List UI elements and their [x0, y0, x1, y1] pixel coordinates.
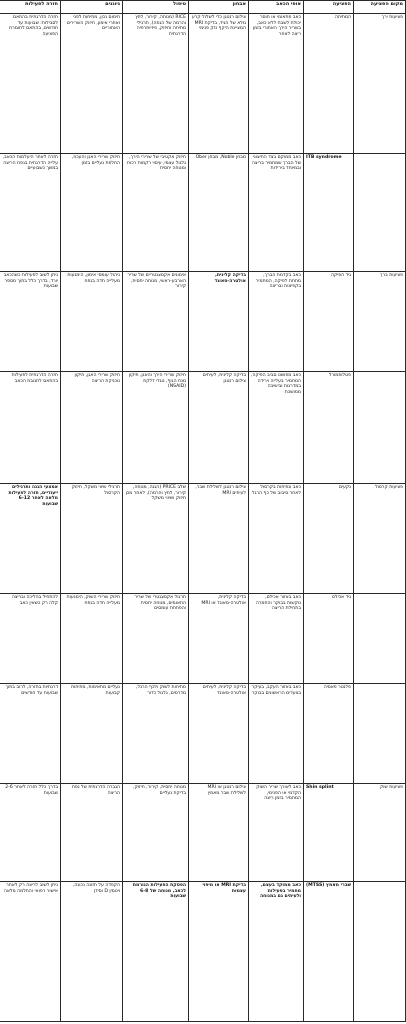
cell-pain: כאב ונפיחות בקרסול לאחר סיבוב של כף הרגל [249, 484, 304, 594]
cell-location [354, 882, 406, 1022]
cell-injury: שברי מאמץ (MTSS) [304, 882, 354, 1022]
table-row [0, 594, 406, 684]
table-row [0, 484, 406, 594]
cell-prevention: תרגילי שיווי משקל, חיזוק הקרסול [61, 484, 123, 594]
cell-diagnosis: צילום רנטגן לשלילת שבר, לעיתים MRI [189, 484, 249, 594]
cell-diagnosis: בדיקת MRI או מיפוי עצמות [189, 882, 249, 1022]
cell-injury: פטלופמורל [304, 372, 354, 484]
cell-location: פציעות ברך [354, 272, 406, 372]
cell-treatment: RICE (מנוחה, קירור, לחץ והרמה של הגפה), תרגילי מתיחה וחיזוק, פיזיותרפיה הדרגתית [123, 14, 189, 154]
cell-diagnosis: מבחן Noble, מבחן Ober [189, 154, 249, 272]
cell-pain: כאב ממוקד בעצם, מחמיר בפעילות ולעיתים גם במנוחה [249, 882, 304, 1022]
cell-location [354, 154, 406, 272]
col-header-location: מקום הפציעה [354, 1, 406, 14]
cell-pain: כאב ממוקם בצד החיצוני של הברך שמחמיר בריצה ובמיוחד בירידות [249, 154, 304, 272]
cell-prevention: חיזוק שרירי האגן, תיקון טכניקת הריצה [61, 372, 123, 484]
cell-return: ניתן לשוב לפעילות כשהכאב יורד, בדרך כלל בתוך מספר שבועות [0, 272, 61, 372]
cell-location [354, 372, 406, 484]
cell-prevention: חימום נכון, מתיחות לפני ואחרי אימון, חיזוק השרירים האחוריים [61, 14, 123, 154]
col-header-return: חזרה לפעילות [0, 1, 61, 14]
cell-return: דרגתיות בחזרה, לרוב בתוך שבועות עד חודשים [0, 684, 61, 784]
cell-prevention: נעליים מתאימות, מתיחות קבועות [61, 684, 123, 784]
cell-pain: כאב באזור אכילס, נוקשות בבוקר והחמרה בתחילת הריצה [249, 594, 304, 684]
cell-location: פציעות ירך [354, 14, 406, 154]
cell-diagnosis: צילום רנטגן כדי לשלול קרע מלא של הגיד, בדיקת MRI המציינת היקף נזק פנימי [189, 14, 249, 154]
cell-return: בדרך כלל חזרה לאחר 2-6 שבועות [0, 784, 61, 882]
cell-injury: גיד הפיקה [304, 272, 354, 372]
cell-diagnosis: בדיקה קלינית, לעיתים צילום רנטגן [189, 372, 249, 484]
cell-location: פציעות קרסול [354, 484, 406, 594]
cell-return: להתחיל בהליכה ובריצה קלה רק כשאין כאב [0, 594, 61, 684]
cell-injury: גיד אכילס [304, 594, 354, 684]
cell-injury: המתיחה [304, 14, 354, 154]
cell-return: אמצעי הגנה ותרגילים ייעודיים, חזרה לפעילות מלאה לאחר 6-12 שבועות [0, 484, 61, 594]
cell-prevention: ניהול עומסי אימון, הימנעות מעלייה חדה בנפח [61, 272, 123, 372]
cell-treatment: הפסקת הפעילות הגורמת לכאב, מנוחה של 6-8 שבועות [123, 882, 189, 1022]
cell-prevention: הגברה הדרגתית של נפח הריצה [61, 784, 123, 882]
cell-treatment: שלב PRICE (הגנה, מנוחה, קירור, לחץ והרמה), לאחר מכן חיזוק ושיווי משקל [123, 484, 189, 594]
cell-pain: כאב בקדמת הברך, מתחת לפיקה, המחמיר בקפיצות ובריצה [249, 272, 304, 372]
cell-diagnosis: בדיקה קלינית, לעיתים אולטרה-סאונד [189, 684, 249, 784]
table-row [0, 784, 406, 882]
cell-injury: פלנטר פאסיה [304, 684, 354, 784]
cell-return: חזרה הדרגתית לפעילות בהתאם לתגובת הכאב [0, 372, 61, 484]
cell-prevention: חיזוק שרירי האגן והעכוז, החלפת נעליים בזמן [61, 154, 123, 272]
cell-treatment: מתיחות לשוק ולכף הרגל, מדרסים, גלגול כדור [123, 684, 189, 784]
cell-injury: נקעים [304, 484, 354, 594]
table-row [0, 272, 406, 372]
cell-location [354, 594, 406, 684]
cell-pain: כאב באזור העקב, בעיקר בצעדים הראשונים בבוקר [249, 684, 304, 784]
cell-pain: כאב מפושט סביב הפיקה, המחמיר בעלייה וירידה במדרגות ובישיבה ממושכת [249, 372, 304, 484]
header-row [0, 1, 406, 14]
cell-return: חזרה הדרגתית בהתאם לסבילות: שבועות עד חודשים, בהתאם לחומרת הפציעה [0, 14, 61, 154]
cell-treatment: תרגול אקסצנטרי של שריר התאומים, מנוחה יחסית והפחתת עומסים [123, 594, 189, 684]
cell-return: ניתן לשוב לריצה רק לאחר אישור רפואי והחלמה מלאה [0, 882, 61, 1022]
cell-return: חזרה לאחר היעלמות הכאב, עלייה הדרגתית בנפח הריצה במשך כשבועיים [0, 154, 61, 272]
col-header-pain: אופי הכאב [249, 1, 304, 14]
cell-treatment: אימונים אקסצנטריים של שריר הארבע-ראשי, מנוחה יחסית, קירור [123, 272, 189, 372]
col-header-treatment: טיפול [123, 1, 189, 14]
cell-location [354, 684, 406, 784]
cell-diagnosis: בדיקה קלינית, אולטרה-סאונד [189, 272, 249, 372]
table-row [0, 372, 406, 484]
cell-treatment: מנוחה יחסית, קירור, חיזוק, בדיקת נעליים [123, 784, 189, 882]
col-header-diagnosis: אבחון [189, 1, 249, 14]
cell-prevention: חיזוק שרירי השוק, הימנעות מעלייה חדה בנפח [61, 594, 123, 684]
cell-injury: Shin splint [304, 784, 354, 882]
cell-pain: כאב לאורך שריר השוק הקדמי או הפנימי, המחמיר בזמן ריצה [249, 784, 304, 882]
cell-treatment: חיזוק אקטיבי של שרירי הירך, גלגול עצמי, עיסוי רקמות רכות ומנוחה יחסית [123, 154, 189, 272]
table-row [0, 882, 406, 1022]
table-row [0, 14, 406, 154]
table-row [0, 684, 406, 784]
col-header-injury: הפציעה [304, 1, 354, 14]
cell-injury: ITB syndrome [304, 154, 354, 272]
cell-diagnosis: בדיקה קלינית, אולטרה-סאונד או MRI [189, 594, 249, 684]
cell-location: פציעות שוק [354, 784, 406, 882]
cell-pain: כאב פתאומי או חוסר יכולת לשבת ללא כאב, בשריר הירך האחורי בזמן ריצה לאחר [249, 14, 304, 154]
cell-treatment: חיזוק שרירי הירך והאגן, תיקון מנח הגוף, נוגדי דלקת (NSAID) [123, 372, 189, 484]
cell-prevention: הקפדה על תזונה נכונה, ויטמין D וסידן [61, 882, 123, 1022]
table-row [0, 154, 406, 272]
col-header-prevention: גיוגנים [61, 1, 123, 14]
cell-diagnosis: צילום רנטגן או MRI לשלילת שבר מאמץ [189, 784, 249, 882]
